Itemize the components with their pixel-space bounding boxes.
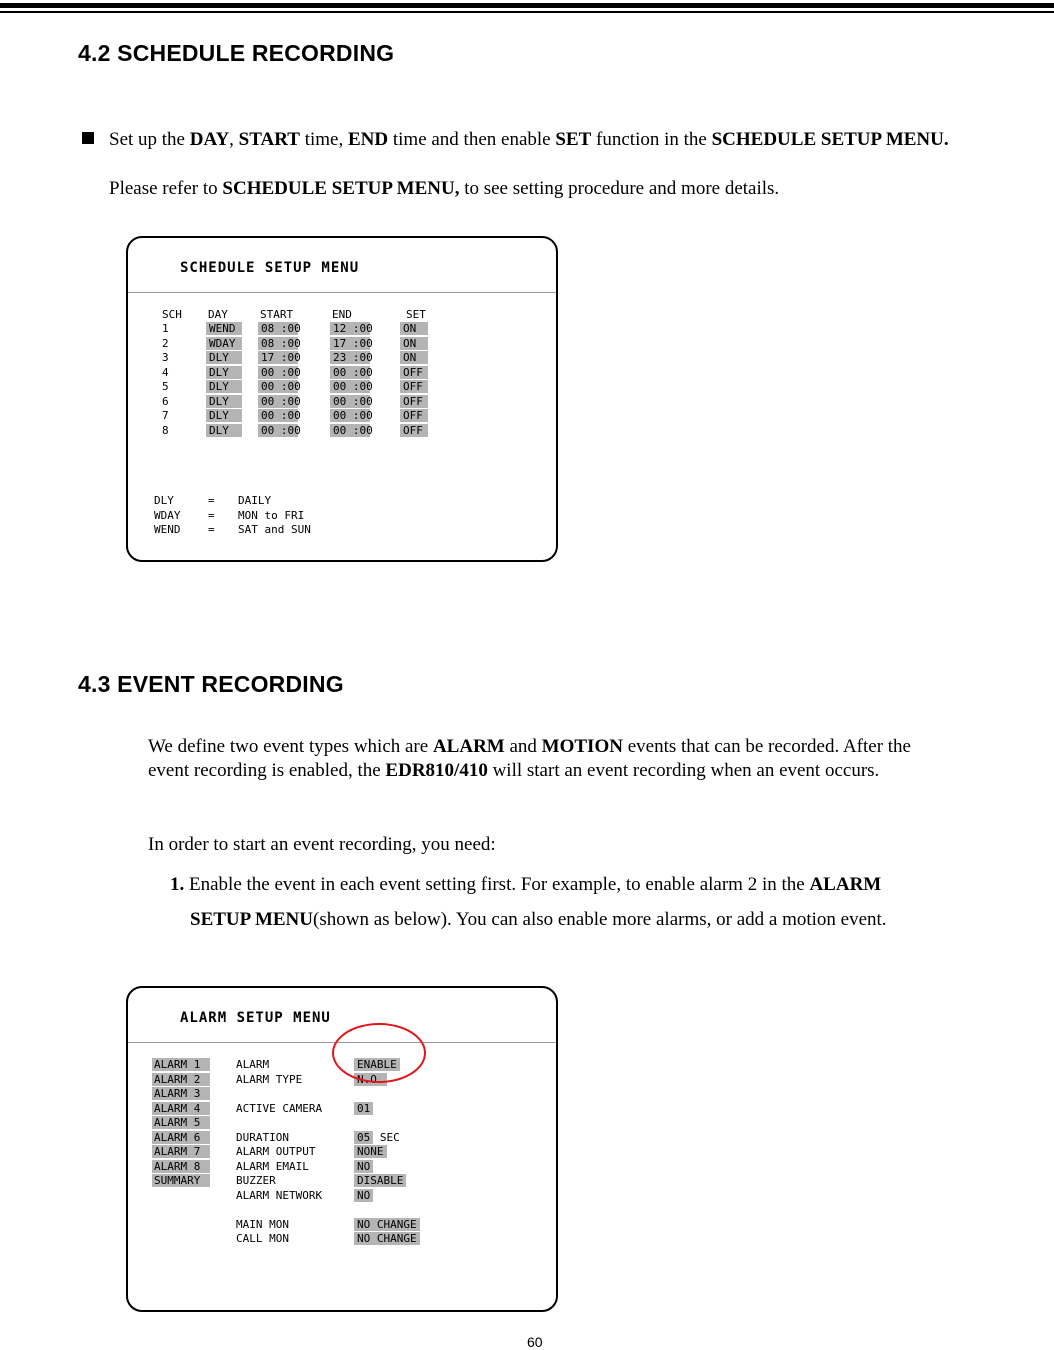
end-hour: 00 <box>333 394 347 408</box>
schedule-start-field[interactable]: 17 :00 <box>258 351 298 364</box>
step1-line1: 1. Enable the event in each event setting first. For example, to enable alarm 2 in the ALARM <box>170 874 882 895</box>
start-hour: 00 <box>261 365 275 379</box>
schedule-day-field[interactable]: DLY <box>206 409 242 422</box>
alarm-field-value[interactable] <box>354 1131 400 1144</box>
end-minute: 00 <box>359 365 373 379</box>
schedule-day-field[interactable]: WEND <box>206 322 242 335</box>
top-rule-thin <box>0 11 1054 13</box>
schedule-day-field[interactable]: WDAY <box>206 337 242 350</box>
alarm-field-value-box: NO <box>354 1189 373 1202</box>
col-header-end: END <box>332 308 352 321</box>
schedule-end-field[interactable]: 12 :00 <box>330 322 370 335</box>
alarm-field-suffix: SEC <box>379 1130 400 1144</box>
schedule-end-field[interactable]: 00 :00 <box>330 395 370 408</box>
alarm-field-value-box: NONE <box>354 1145 387 1158</box>
schedule-sch: 8 <box>162 423 169 437</box>
end-minute: 00 <box>359 409 373 422</box>
col-header-day: DAY <box>208 308 228 321</box>
schedule-day-field[interactable]: DLY <box>206 424 242 437</box>
schedule-end-field[interactable]: 00 :00 <box>330 409 370 422</box>
legend-abbr: WEND <box>154 523 181 536</box>
alarm-field-value[interactable] <box>354 1102 373 1115</box>
schedule-set-field[interactable]: ON <box>400 351 428 364</box>
alarm-field-value-box: N.O. <box>354 1073 387 1086</box>
alarm-field-value[interactable] <box>354 1145 387 1158</box>
alarm-sidebar-item[interactable]: ALARM 1 <box>152 1058 210 1071</box>
col-header-set: SET <box>406 308 426 321</box>
alarm-field-value-box: DISABLE <box>354 1174 406 1187</box>
event-intro: In order to start an event recording, you need: <box>148 834 496 855</box>
alarm-field-value[interactable] <box>354 1218 420 1231</box>
alarm-field-label: MAIN MON <box>236 1217 289 1231</box>
alarm-sidebar-item[interactable]: ALARM 5 <box>152 1116 210 1129</box>
end-hour: 00 <box>333 409 347 422</box>
end-minute: 00 <box>359 351 373 364</box>
schedule-end-field[interactable]: 00 :00 <box>330 424 370 437</box>
schedule-end-field[interactable]: 00 :00 <box>330 380 370 393</box>
schedule-day-field[interactable]: DLY <box>206 366 242 379</box>
alarm-field-value-box: 05 <box>354 1131 373 1144</box>
schedule-reference: Please refer to SCHEDULE SETUP MENU, to see setting procedure and more details. <box>109 178 780 199</box>
legend-meaning: SAT and SUN <box>238 523 311 536</box>
end-hour: 00 <box>333 380 347 393</box>
alarm-menu-title: ALARM SETUP MENU <box>180 1010 331 1026</box>
end-minute: 00 <box>359 336 373 350</box>
start-hour: 08 <box>261 322 275 335</box>
schedule-menu-title: SCHEDULE SETUP MENU <box>180 260 360 276</box>
schedule-start-field[interactable]: 00 :00 <box>258 424 298 437</box>
schedule-setup-menu-screen <box>126 236 558 562</box>
schedule-instruction: Set up the DAY, START time, END time and then enable SET function in the SCHEDULE SETUP MENU. <box>109 129 949 150</box>
end-hour: 00 <box>333 365 347 379</box>
alarm-field-label: ALARM EMAIL <box>236 1159 309 1173</box>
section-heading-event: 4.3 EVENT RECORDING <box>78 671 344 697</box>
end-minute: 00 <box>359 394 373 408</box>
schedule-set-field[interactable]: OFF <box>400 380 428 393</box>
event-para-line2: event recording is enabled, the EDR810/410 will start an event recording when an event occurs. <box>148 760 880 781</box>
legend-abbr: DLY <box>154 494 174 507</box>
schedule-start-field[interactable]: 08 :00 <box>258 322 298 335</box>
schedule-day-field[interactable]: DLY <box>206 380 242 393</box>
schedule-sch: 7 <box>162 409 169 422</box>
square-bullet-icon <box>82 132 94 144</box>
legend-equals: = <box>208 508 215 522</box>
schedule-sch: 4 <box>162 365 169 379</box>
schedule-day-field[interactable]: DLY <box>206 395 242 408</box>
schedule-set-field[interactable]: ON <box>400 337 428 350</box>
alarm-sidebar-item[interactable]: ALARM 2 <box>152 1073 210 1086</box>
schedule-sch: 6 <box>162 394 169 408</box>
highlight-circle <box>332 1023 426 1083</box>
schedule-start-field[interactable]: 08 :00 <box>258 337 298 350</box>
step1-line2: SETUP MENU(shown as below). You can also enable more alarms, or add a motion event. <box>190 909 887 930</box>
schedule-set-field[interactable]: OFF <box>400 424 428 437</box>
end-hour: 23 <box>333 351 347 364</box>
legend-abbr: WDAY <box>154 508 181 522</box>
end-minute: 00 <box>359 322 373 335</box>
schedule-day-field[interactable]: DLY <box>206 351 242 364</box>
schedule-end-field[interactable]: 00 :00 <box>330 366 370 379</box>
schedule-start-field[interactable]: 00 :00 <box>258 366 298 379</box>
schedule-set-field[interactable]: ON <box>400 322 428 335</box>
start-minute: 00 <box>287 351 301 364</box>
alarm-field-label: DURATION <box>236 1130 289 1144</box>
col-header-start: START <box>260 308 294 321</box>
alarm-sidebar-item[interactable]: SUMMARY <box>152 1174 210 1187</box>
col-header-sch: SCH <box>162 308 182 321</box>
end-hour: 12 <box>333 322 347 335</box>
legend-meaning: DAILY <box>238 494 272 507</box>
schedule-start-field[interactable]: 00 :00 <box>258 395 298 408</box>
event-para-line1: We define two event types which are ALARM and MOTION events that can be recorded. After the <box>148 736 911 757</box>
alarm-field-value-box: ENABLE <box>354 1058 400 1071</box>
schedule-start-field[interactable]: 00 :00 <box>258 409 298 422</box>
schedule-sch: 2 <box>162 336 169 350</box>
alarm-field-value-box: 01 <box>354 1102 373 1115</box>
alarm-setup-menu-screen <box>126 986 558 1312</box>
alarm-field-label: CALL MON <box>236 1232 289 1245</box>
schedule-end-field[interactable]: 17 :00 <box>330 337 370 350</box>
start-hour: 00 <box>261 380 275 393</box>
start-minute: 00 <box>287 336 301 350</box>
alarm-field-label: ALARM OUTPUT <box>236 1145 316 1158</box>
end-minute: 00 <box>359 380 373 393</box>
alarm-field-value[interactable] <box>354 1232 420 1245</box>
alarm-field-value-box: NO CHANGE <box>354 1218 420 1231</box>
alarm-field-label: ACTIVE CAMERA <box>236 1101 323 1115</box>
legend-equals: = <box>208 494 215 507</box>
start-minute: 00 <box>287 365 301 379</box>
legend-equals: = <box>208 523 215 536</box>
alarm-sidebar-item[interactable]: ALARM 6 <box>152 1131 210 1144</box>
start-minute: 00 <box>287 322 301 335</box>
page-number: 60 <box>527 1334 543 1350</box>
start-hour: 08 <box>261 336 275 350</box>
alarm-field-label: BUZZER <box>236 1174 276 1187</box>
alarm-field-label: ALARM TYPE <box>236 1072 303 1086</box>
schedule-menu-separator <box>128 292 556 293</box>
schedule-set-field[interactable]: OFF <box>400 395 428 408</box>
schedule-sch: 1 <box>162 322 169 335</box>
start-minute: 00 <box>287 394 301 408</box>
alarm-field-value[interactable] <box>354 1189 373 1202</box>
alarm-sidebar-item[interactable]: ALARM 7 <box>152 1145 210 1158</box>
section-heading-schedule: 4.2 SCHEDULE RECORDING <box>78 40 395 66</box>
top-rule-thick <box>0 3 1054 8</box>
legend-meaning: MON to FRI <box>238 508 305 522</box>
start-hour: 00 <box>261 423 275 437</box>
alarm-field-label: ALARM <box>236 1058 270 1071</box>
alarm-field-value-box: NO CHANGE <box>354 1232 420 1245</box>
start-hour: 00 <box>261 409 275 422</box>
alarm-field-value-box: NO <box>354 1160 373 1173</box>
alarm-field-value[interactable] <box>354 1174 406 1187</box>
start-hour: 00 <box>261 394 275 408</box>
start-minute: 00 <box>287 423 301 437</box>
start-hour: 17 <box>261 351 275 364</box>
end-hour: 00 <box>333 423 347 437</box>
schedule-start-field[interactable]: 00 :00 <box>258 380 298 393</box>
alarm-sidebar-item[interactable]: ALARM 8 <box>152 1160 210 1173</box>
end-minute: 00 <box>359 423 373 437</box>
schedule-sch: 5 <box>162 380 169 393</box>
alarm-sidebar-item[interactable]: ALARM 3 <box>152 1087 210 1100</box>
start-minute: 00 <box>287 380 301 393</box>
schedule-set-field[interactable]: OFF <box>400 409 428 422</box>
schedule-end-field[interactable]: 23 :00 <box>330 351 370 364</box>
alarm-sidebar-item[interactable]: ALARM 4 <box>152 1102 210 1115</box>
start-minute: 00 <box>287 409 301 422</box>
end-hour: 17 <box>333 336 347 350</box>
schedule-sch: 3 <box>162 351 169 364</box>
schedule-set-field[interactable]: OFF <box>400 366 428 379</box>
alarm-field-label: ALARM NETWORK <box>236 1188 323 1202</box>
alarm-field-value[interactable] <box>354 1160 373 1173</box>
